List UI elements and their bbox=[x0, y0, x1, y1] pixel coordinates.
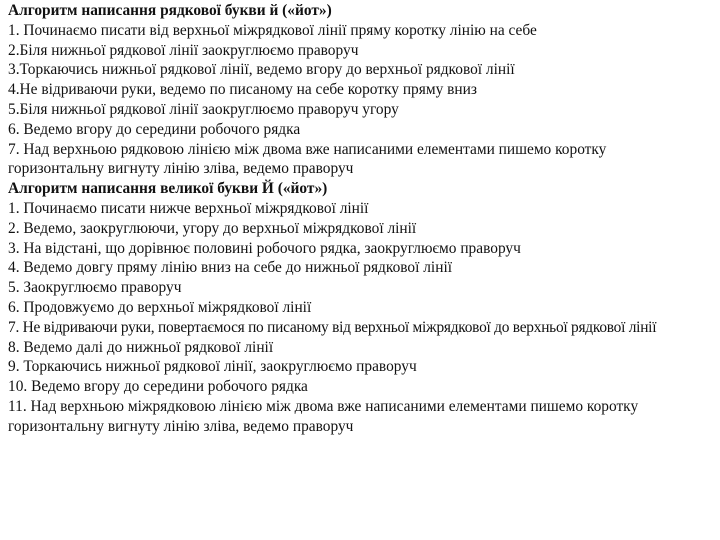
section-title: Алгоритм написання рядкової букви й («йот») bbox=[8, 2, 332, 19]
lowercase-algorithm-section bbox=[8, 1, 714, 179]
algorithm-step: 7. Не відриваючи руки, повертаємося по писаному від верхньої міжрядкової до верхньої рядкової лінії bbox=[8, 318, 657, 336]
algorithm-step: 1. Починаємо писати нижче верхньої міжрядкової лінії bbox=[8, 199, 369, 217]
algorithm-step: 3.Торкаючись нижньої рядкової лінії, ведемо вгору до верхньої рядкової лінії bbox=[8, 61, 515, 79]
algorithm-step: 4. Ведемо довгу пряму лінію вниз на себе до нижньої рядкової лінії bbox=[8, 259, 452, 277]
algorithm-step: 2. Ведемо, заокруглюючи, угору до верхньої міжрядкової лінії bbox=[8, 219, 417, 237]
algorithm-step: 5. Заокруглюємо праворуч bbox=[8, 279, 182, 297]
algorithm-step: 11. Над верхньою міжрядковою лінією між двома вже написаними елементами пишемо коротку горизонтальну вигнуту лінію зліва, ведемо праворуч bbox=[8, 397, 639, 435]
algorithm-step: 1. Починаємо писати від верхньої міжрядкової лінії пряму коротку лінію на себе bbox=[8, 21, 537, 39]
algorithm-step: 6. Ведемо вгору до середини робочого рядка bbox=[8, 120, 301, 138]
algorithm-step: 10. Ведемо вгору до середини робочого рядка bbox=[8, 378, 308, 396]
algorithm-step: 5.Біля нижньої рядкової лінії заокруглюємо праворуч угору bbox=[8, 100, 399, 118]
algorithm-step: 6. Продовжуємо до верхньої міжрядкової лінії bbox=[8, 298, 312, 316]
algorithm-step: 7. Над верхньою рядковою лінією між двома вже написаними елементами пишемо коротку горизонтальну вигнуту лінію зліва, ведемо праворуч bbox=[8, 140, 607, 178]
uppercase-algorithm-section bbox=[8, 179, 714, 436]
algorithm-step: 8. Ведемо далі до нижньої рядкової лінії bbox=[8, 338, 274, 356]
algorithm-step: 3. На відстані, що дорівнює половині робочого рядка, заокруглюємо праворуч bbox=[8, 239, 521, 257]
section-title: Алгоритм написання великої букви Й («йот») bbox=[8, 180, 328, 198]
algorithm-step: 4.Не відриваючи руки, ведемо по писаному на себе коротку пряму вниз bbox=[8, 81, 477, 99]
document-body bbox=[8, 1, 714, 437]
algorithm-step: 9. Торкаючись нижньої рядкової лінії, заокруглюємо праворуч bbox=[8, 358, 417, 376]
algorithm-step: 2.Біля нижньої рядкової лінії заокруглюємо праворуч bbox=[8, 41, 359, 59]
